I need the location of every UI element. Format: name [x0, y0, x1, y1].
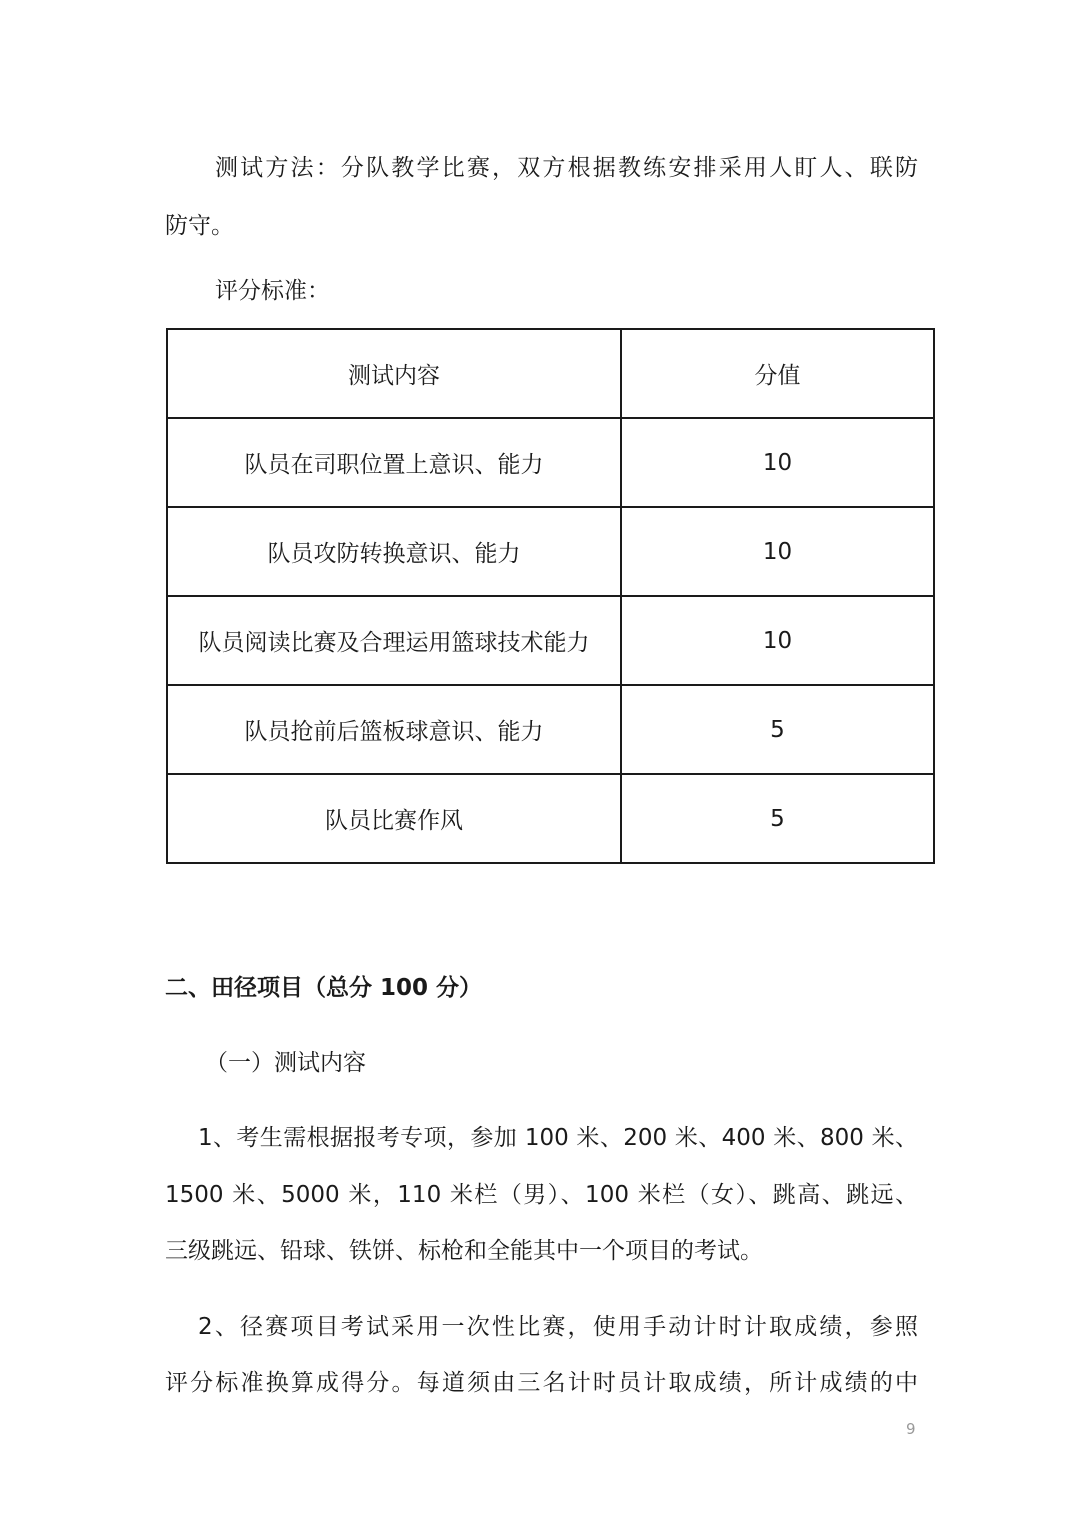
criteria-label: 评分标准：: [215, 278, 330, 304]
table-row: [167, 685, 934, 774]
header-score: 分值: [621, 329, 934, 418]
row-score: 10: [621, 596, 934, 685]
table-row: [167, 596, 934, 685]
item2-line2: 评分标准换算成得分。每道须由三名计时员计取成绩，所计成绩的中: [165, 1370, 918, 1396]
subheading: （一）测试内容: [205, 1050, 366, 1076]
row-item: 队员比赛作风: [167, 774, 621, 863]
test-method-line1: 测试方法：分队教学比赛，双方根据教练安排采用人盯人、联防: [215, 155, 918, 181]
table-row: [167, 774, 934, 863]
scoring-table: [166, 328, 935, 864]
table-row: [167, 418, 934, 507]
row-score: 10: [621, 507, 934, 596]
row-score: 5: [621, 685, 934, 774]
row-item: 队员在司职位置上意识、能力: [167, 418, 621, 507]
item1-line1: 1、考生需根据报考专项，参加 100 米、200 米、400 米、800 米、: [198, 1125, 918, 1151]
table-row: [167, 507, 934, 596]
row-score: 5: [621, 774, 934, 863]
row-item: 队员抢前后篮板球意识、能力: [167, 685, 621, 774]
table-header-row: [167, 329, 934, 418]
item2-line1: 2、径赛项目考试采用一次性比赛，使用手动计时计取成绩，参照: [198, 1314, 918, 1340]
page-number: 9: [906, 1420, 916, 1438]
row-item: 队员攻防转换意识、能力: [167, 507, 621, 596]
item1-line2: 1500 米、5000 米，110 米栏（男）、100 米栏（女）、跳高、跳远、: [165, 1182, 918, 1208]
section-heading: 二、田径项目（总分 100 分）: [165, 975, 483, 1001]
test-method-line2: 防守。: [165, 213, 234, 239]
item1-line3: 三级跳远、铅球、铁饼、标枪和全能其中一个项目的考试。: [165, 1238, 763, 1264]
row-item: 队员阅读比赛及合理运用篮球技术能力: [167, 596, 621, 685]
row-score: 10: [621, 418, 934, 507]
header-content: 测试内容: [167, 329, 621, 418]
